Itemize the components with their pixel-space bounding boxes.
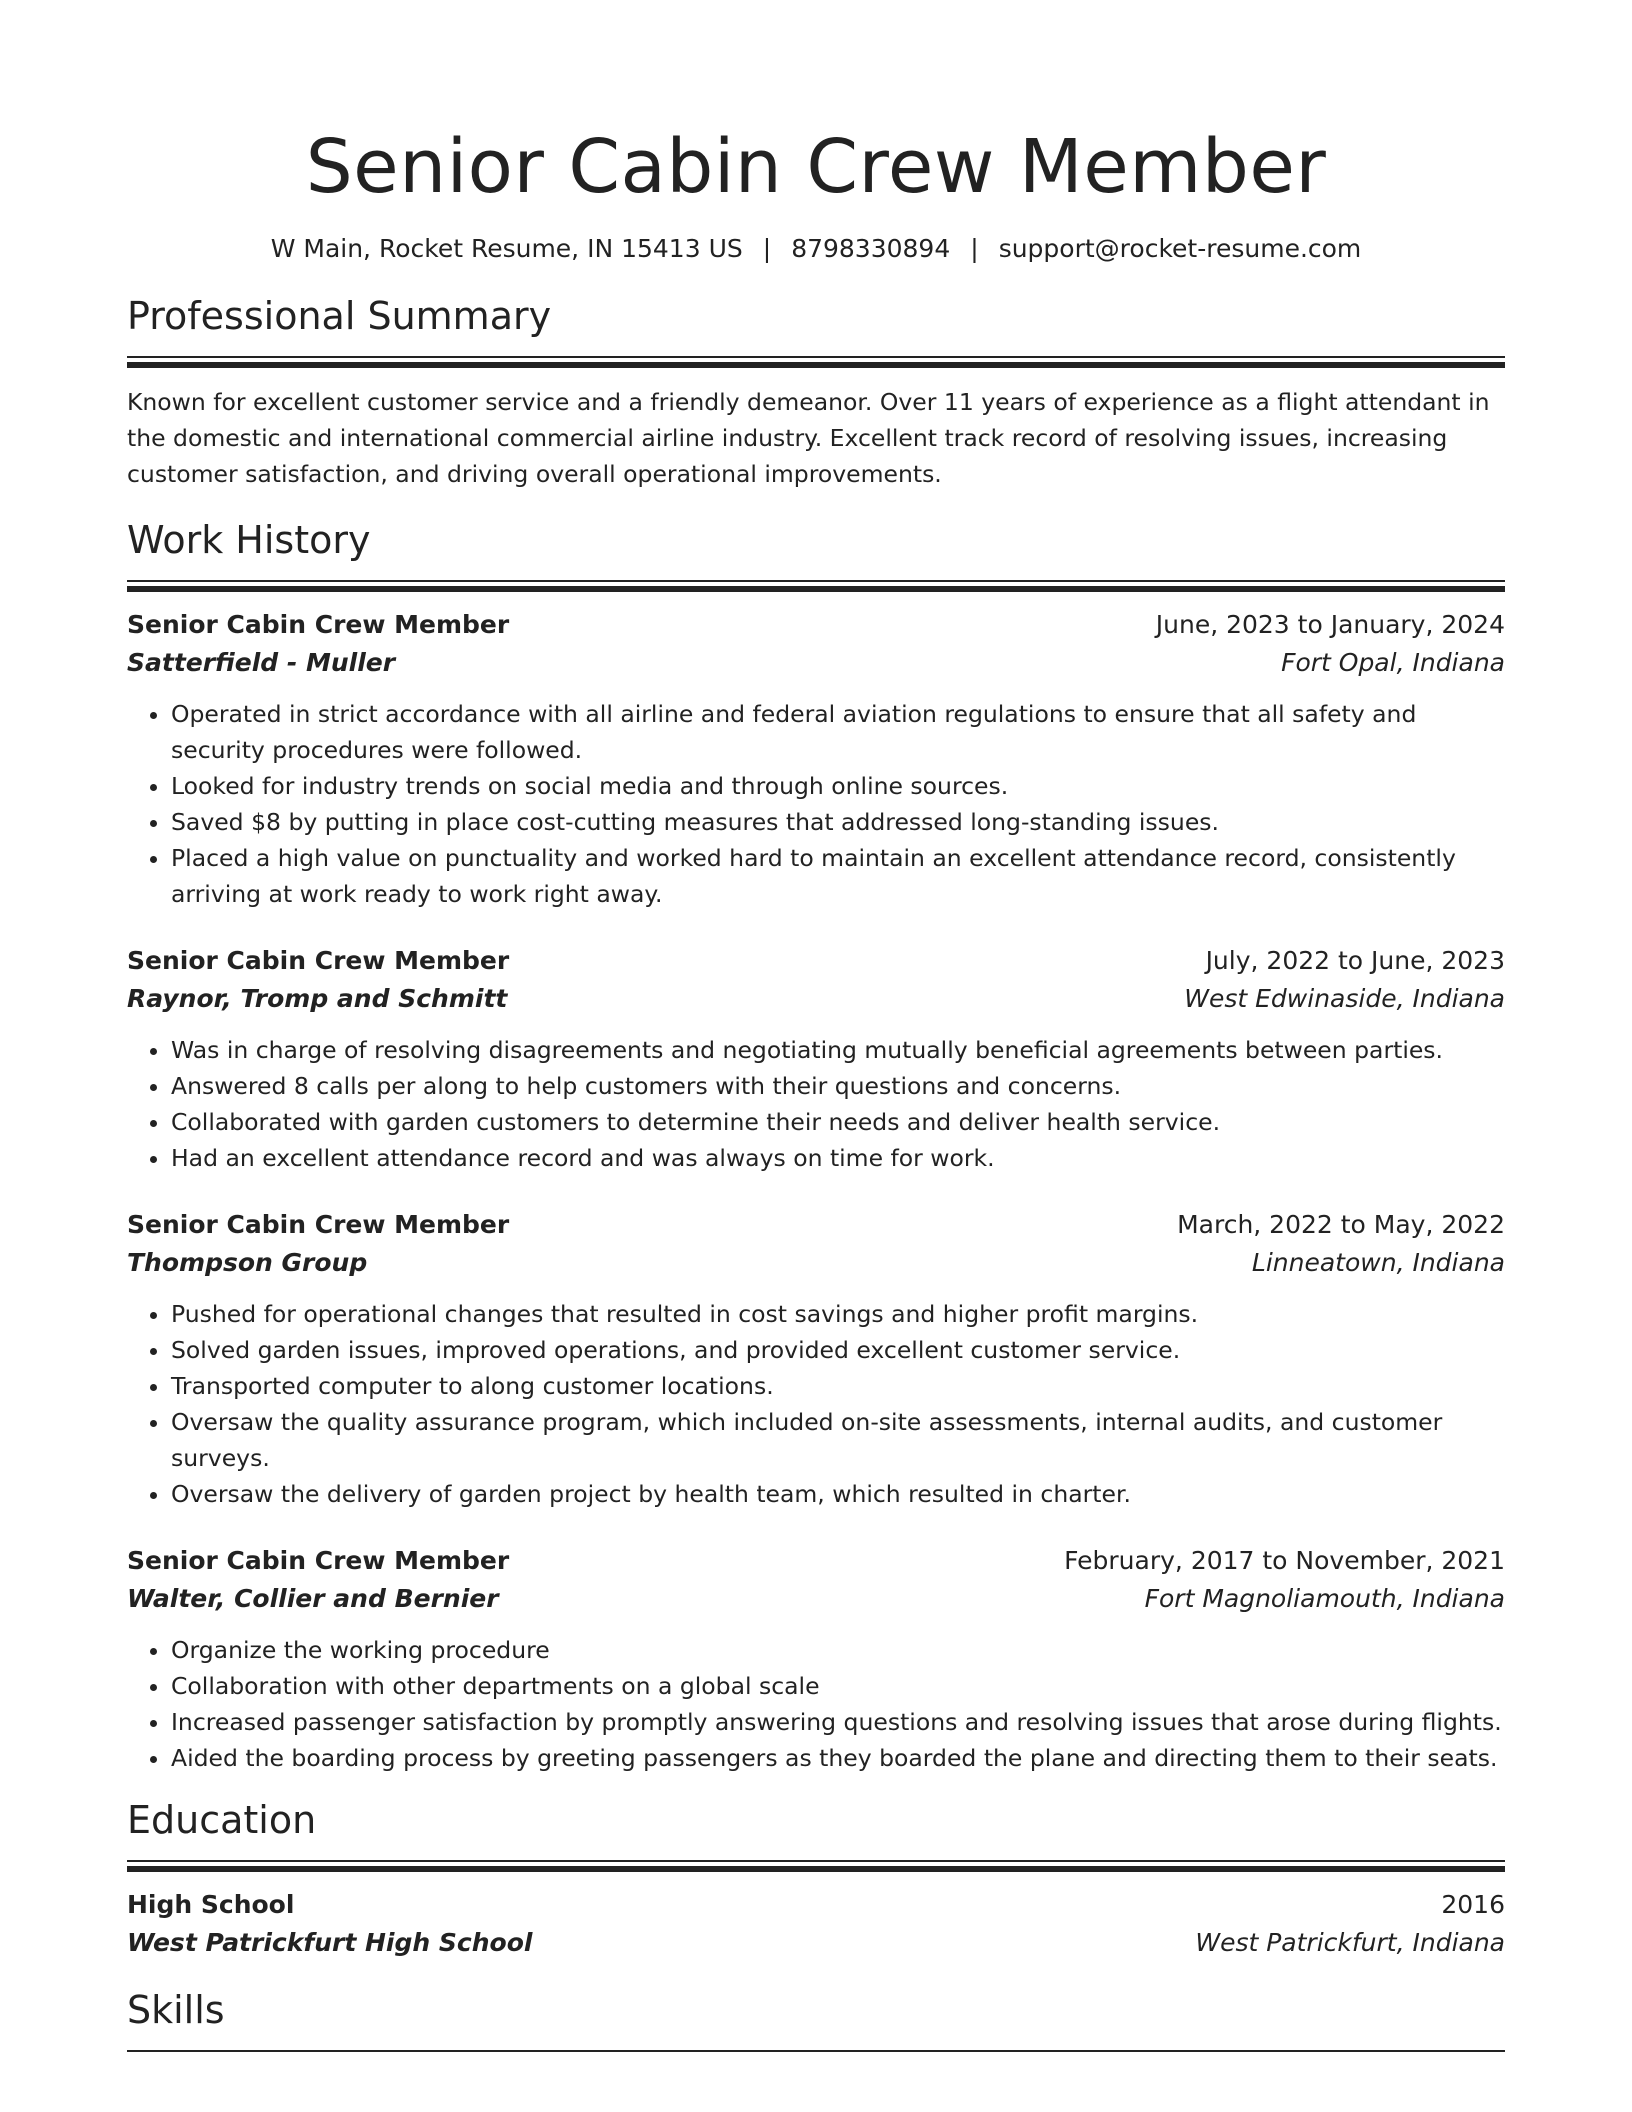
- contact-email: support@rocket-resume.com: [998, 234, 1362, 263]
- section-divider: [127, 580, 1505, 592]
- job-dates: February, 2017 to November, 2021: [1064, 1546, 1505, 1575]
- contact-line: [127, 232, 1505, 266]
- contact-address: W Main, Rocket Resume, IN 15413 US: [270, 234, 743, 263]
- contact-phone: 8798330894: [791, 234, 951, 263]
- section-divider: [127, 2050, 1505, 2052]
- job-company: Raynor, Tromp and Schmitt: [127, 984, 508, 1013]
- education-heading: Education: [127, 1798, 317, 1842]
- job-bullet: • Aided the boarding process by greeting passengers as they boarded the plane and directing them to their seats.: [171, 1740, 1505, 1776]
- summary-text: Known for excellent customer service and a friendly demeanor. Over 11 years of experience as a flight attendant in the domestic and international commercial airline industry. Excellent track record of resolving issues, increasing customer satisfaction, and driving overall operational improvements.: [127, 388, 1490, 488]
- contact-separator: |: [970, 234, 979, 263]
- job-location: Fort Magnoliamouth, Indiana: [1144, 1584, 1505, 1613]
- job-bullet: • Looked for industry trends on social media and through online sources.: [171, 768, 1505, 804]
- job-bullet: • Pushed for operational changes that resulted in cost savings and higher profit margins.: [171, 1296, 1505, 1332]
- contact-separator: |: [762, 234, 772, 263]
- job-title: Senior Cabin Crew Member: [127, 610, 510, 639]
- job-bullet: • Increased passenger satisfaction by promptly answering questions and resolving issues that arose during flights.: [171, 1704, 1505, 1740]
- education-location: West Patrickfurt, Indiana: [1195, 1928, 1505, 1957]
- education-section: [127, 1796, 1505, 1962]
- job-bullet: • Was in charge of resolving disagreements and negotiating mutually beneficial agreements between parties.: [171, 1032, 1505, 1068]
- section-divider: [127, 1860, 1505, 1872]
- job-bullet: • Collaboration with other departments on a global scale: [171, 1668, 1505, 1704]
- section-divider: [127, 356, 1505, 368]
- job-location: Fort Opal, Indiana: [1281, 648, 1505, 677]
- job-entry: [127, 606, 1505, 912]
- job-location: Linneatown, Indiana: [1251, 1248, 1505, 1277]
- job-title: Senior Cabin Crew Member: [127, 946, 510, 975]
- work-history-section: [127, 516, 1505, 1776]
- job-bullets: [127, 1032, 1505, 1176]
- job-bullets: [127, 696, 1505, 912]
- work-history-heading: Work History: [127, 518, 371, 562]
- job-bullets: [127, 1296, 1505, 1512]
- education-degree: High School: [127, 1890, 295, 1919]
- job-bullet: • Transported computer to along customer locations.: [171, 1368, 1505, 1404]
- job-company: Satterfield - Muller: [127, 648, 396, 677]
- resume-title: Senior Cabin Crew Member: [305, 124, 1327, 210]
- job-bullet: • Organize the working procedure: [171, 1632, 1505, 1668]
- job-bullet: • Oversaw the quality assurance program, which included on-site assessments, internal audits, and customer surveys.: [171, 1404, 1505, 1476]
- job-dates: June, 2023 to January, 2024: [1155, 610, 1505, 639]
- job-entry: [127, 1542, 1505, 1776]
- job-bullet: • Oversaw the delivery of garden project by health team, which resulted in charter.: [171, 1476, 1505, 1512]
- job-entry: [127, 942, 1505, 1176]
- job-bullet: • Saved $8 by putting in place cost-cutting measures that addressed long-standing issues.: [171, 804, 1505, 840]
- job-title: Senior Cabin Crew Member: [127, 1546, 510, 1575]
- job-entry: [127, 1206, 1505, 1512]
- job-bullet: • Had an excellent attendance record and was always on time for work.: [171, 1140, 1505, 1176]
- education-school: West Patrickfurt High School: [127, 1928, 533, 1957]
- job-dates: March, 2022 to May, 2022: [1177, 1210, 1505, 1239]
- job-bullet: • Collaborated with garden customers to determine their needs and deliver health service.: [171, 1104, 1505, 1140]
- job-title: Senior Cabin Crew Member: [127, 1210, 510, 1239]
- job-bullets: [127, 1632, 1505, 1776]
- job-bullet: • Solved garden issues, improved operations, and provided excellent customer service.: [171, 1332, 1505, 1368]
- job-company: Thompson Group: [127, 1248, 368, 1277]
- job-dates: July, 2022 to June, 2023: [1205, 946, 1505, 975]
- job-bullet: • Placed a high value on punctuality and worked hard to maintain an excellent attendance record, consistently arriving at work ready to work right away.: [171, 840, 1505, 912]
- job-company: Walter, Collier and Bernier: [127, 1584, 499, 1613]
- job-bullet: • Operated in strict accordance with all airline and federal aviation regulations to ensure that all safety and security procedures were followed.: [171, 696, 1505, 768]
- education-year: 2016: [1441, 1890, 1505, 1919]
- job-bullet: • Answered 8 calls per along to help customers with their questions and concerns.: [171, 1068, 1505, 1104]
- skills-section: [127, 1986, 1505, 2052]
- skills-heading: Skills: [127, 1988, 225, 2032]
- summary-section: [127, 292, 1505, 492]
- summary-heading: Professional Summary: [127, 294, 552, 338]
- education-entry: [127, 1886, 1505, 1962]
- job-location: West Edwinaside, Indiana: [1184, 984, 1505, 1013]
